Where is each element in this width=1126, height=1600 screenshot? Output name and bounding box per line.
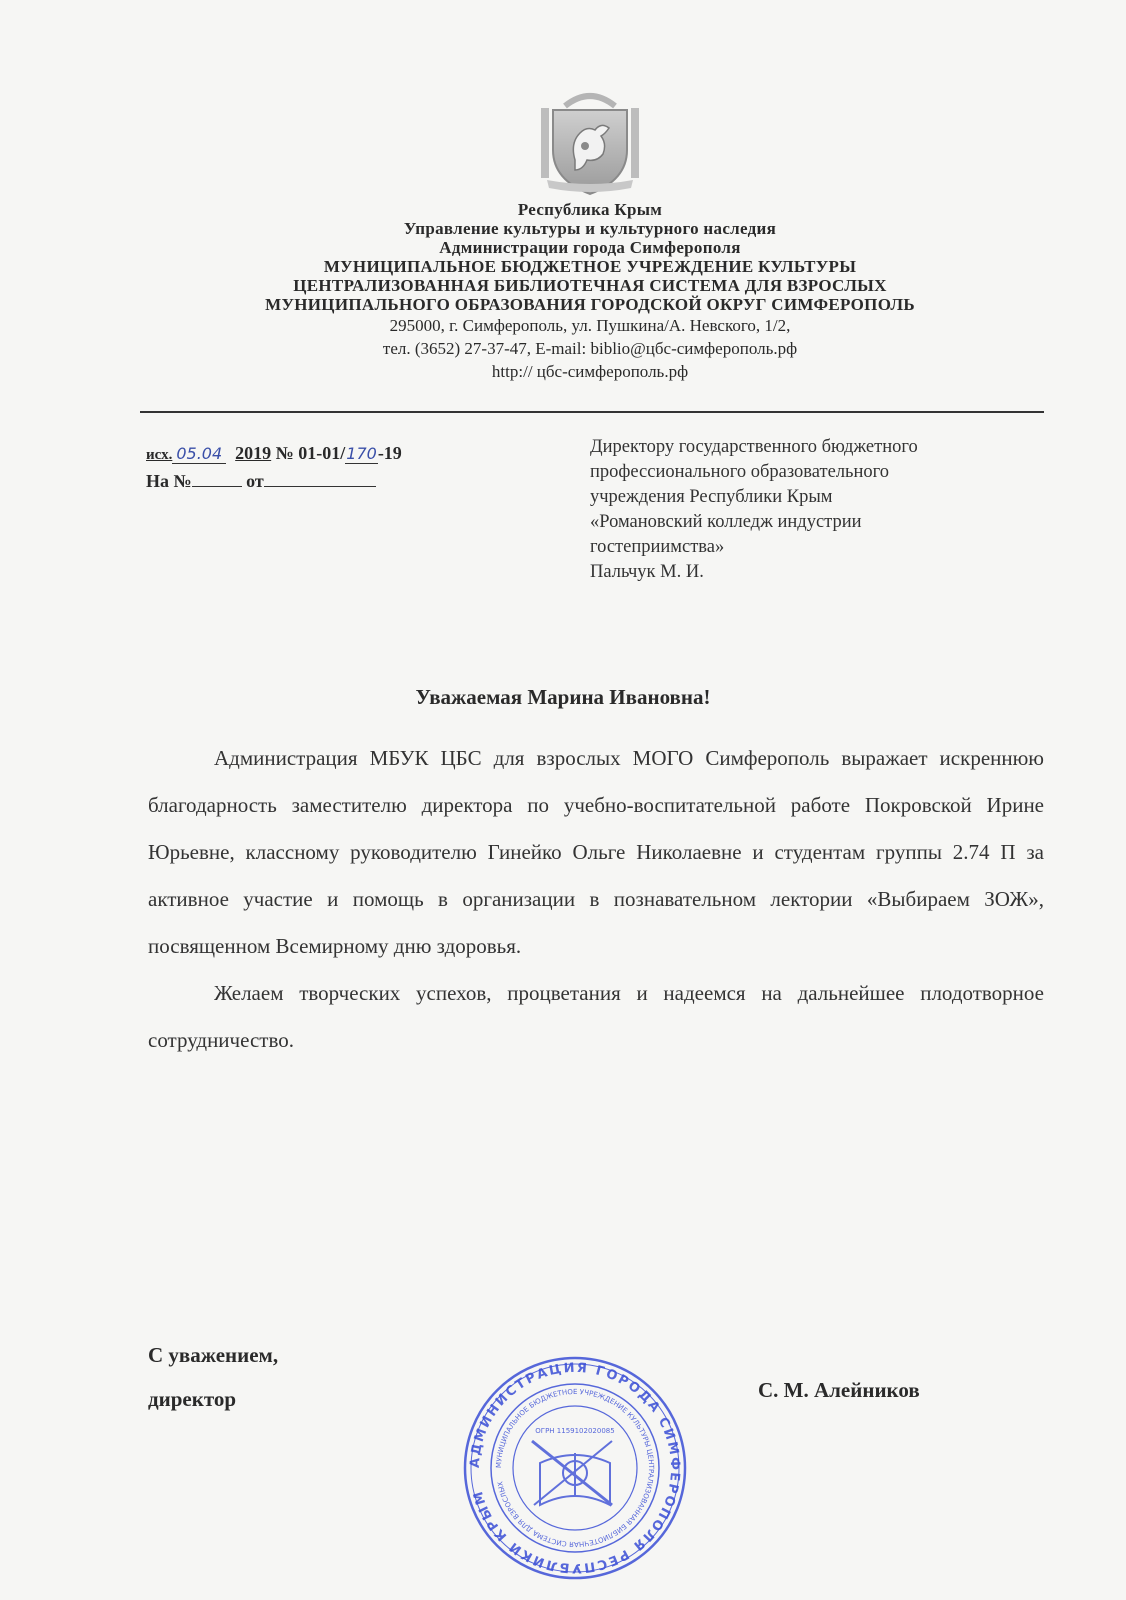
addressee-line: Директору государственного бюджетного (590, 437, 918, 457)
reference-number-handwritten: 170 (346, 444, 377, 463)
stamp-inner-text: МУНИЦИПАЛЬНОЕ БЮДЖЕТНОЕ УЧРЕЖДЕНИЕ КУЛЬТУРЫ ЦЕНТРАЛИЗОВАННАЯ БИБЛИОТЕЧНАЯ СИСТЕМА ДЛЯ ВЗРОСЛЫХ (494, 1387, 656, 1549)
signature-left (148, 1333, 278, 1421)
reply-label: На № (146, 471, 192, 491)
reply-number-blank (192, 472, 242, 487)
header-address: 295000, г. Симферополь, ул. Пушкина/А. Невского, 1/2, (389, 316, 791, 335)
addressee-line: «Романовский колледж индустрии (590, 512, 862, 532)
header-administration: Администрации города Симферополя (439, 238, 741, 257)
addressee-block (590, 435, 1030, 585)
addressee-line: учреждения Республики Крым (590, 487, 833, 507)
reference-number-suffix: -19 (377, 443, 402, 463)
header-institution-3: МУНИЦИПАЛЬНОГО ОБРАЗОВАНИЯ ГОРОДСКОЙ ОКРУГ СИМФЕРОПОЛЬ (265, 295, 915, 314)
body-paragraph-gratitude: Администрация МБУК ЦБС для взрослых МОГО Симферополь выражает искреннюю благодарность заместителю директора по учебно-воспитательной работе Покровской Ирине Юрьевне, классному руководителю Гинейко Ольге Николаевне и студентам группы 2.74 П за активное участие и помощь в организации в познавательном лектории «Выбираем ЗОЖ», посвященном Всемирному дню здоровья. (148, 746, 1044, 958)
header-department: Управление культуры и культурного наследия (403, 219, 777, 238)
signature-name: С. М. Алейников (758, 1378, 920, 1402)
letterhead (150, 200, 1030, 383)
header-republic: Республика Крым (517, 200, 663, 219)
letter-body (148, 735, 1044, 1064)
header-institution-2: ЦЕНТРАЛИЗОВАННАЯ БИБЛИОТЕЧНАЯ СИСТЕМА ДЛЯ ВЗРОСЛЫХ (293, 276, 887, 295)
reference-line-outgoing (146, 440, 402, 468)
stamp-ogrn: ОГРН 1159102020085 (535, 1427, 615, 1435)
stamp-outer-text: АДМИНИСТРАЦИЯ ГОРОДА СИМФЕРОПОЛЯ РЕСПУБЛИКИ КРЫМ (467, 1360, 683, 1576)
header-contacts: тел. (3652) 27-37-47, E-mail: biblio@цбс-симферополь.рф (382, 339, 798, 358)
reference-year: 2019 (235, 443, 272, 463)
header-website: http:// цбс-симферополь.рф (491, 362, 689, 381)
reply-date-blank (264, 472, 376, 487)
reference-line-reply (146, 468, 402, 494)
crimea-emblem-icon (535, 88, 645, 198)
header-divider (140, 411, 1044, 413)
addressee-line: профессионального образовательного (590, 462, 890, 482)
signature-position: директор (148, 1387, 237, 1411)
signature-closing: С уважением, (148, 1343, 279, 1367)
official-stamp-icon (462, 1355, 688, 1581)
body-paragraph-wishes: Желаем творческих успехов, процветания и надеемся на дальнейшее плодотворное сотрудничество. (148, 981, 1044, 1052)
addressee-line: гостеприимства» (590, 537, 725, 557)
reference-date-handwritten: 05.04 (172, 444, 226, 464)
addressee-name: Пальчук М. И. (590, 562, 704, 582)
reference-prefix: исх. (146, 447, 173, 463)
reference-number-prefix: № 01-01/ (275, 443, 346, 463)
salutation: Уважаемая Марина Ивановна! (415, 685, 711, 709)
outgoing-reference (146, 440, 402, 494)
header-institution-1: МУНИЦИПАЛЬНОЕ БЮДЖЕТНОЕ УЧРЕЖДЕНИЕ КУЛЬТУРЫ (323, 257, 857, 276)
reply-from-label: от (246, 471, 264, 491)
